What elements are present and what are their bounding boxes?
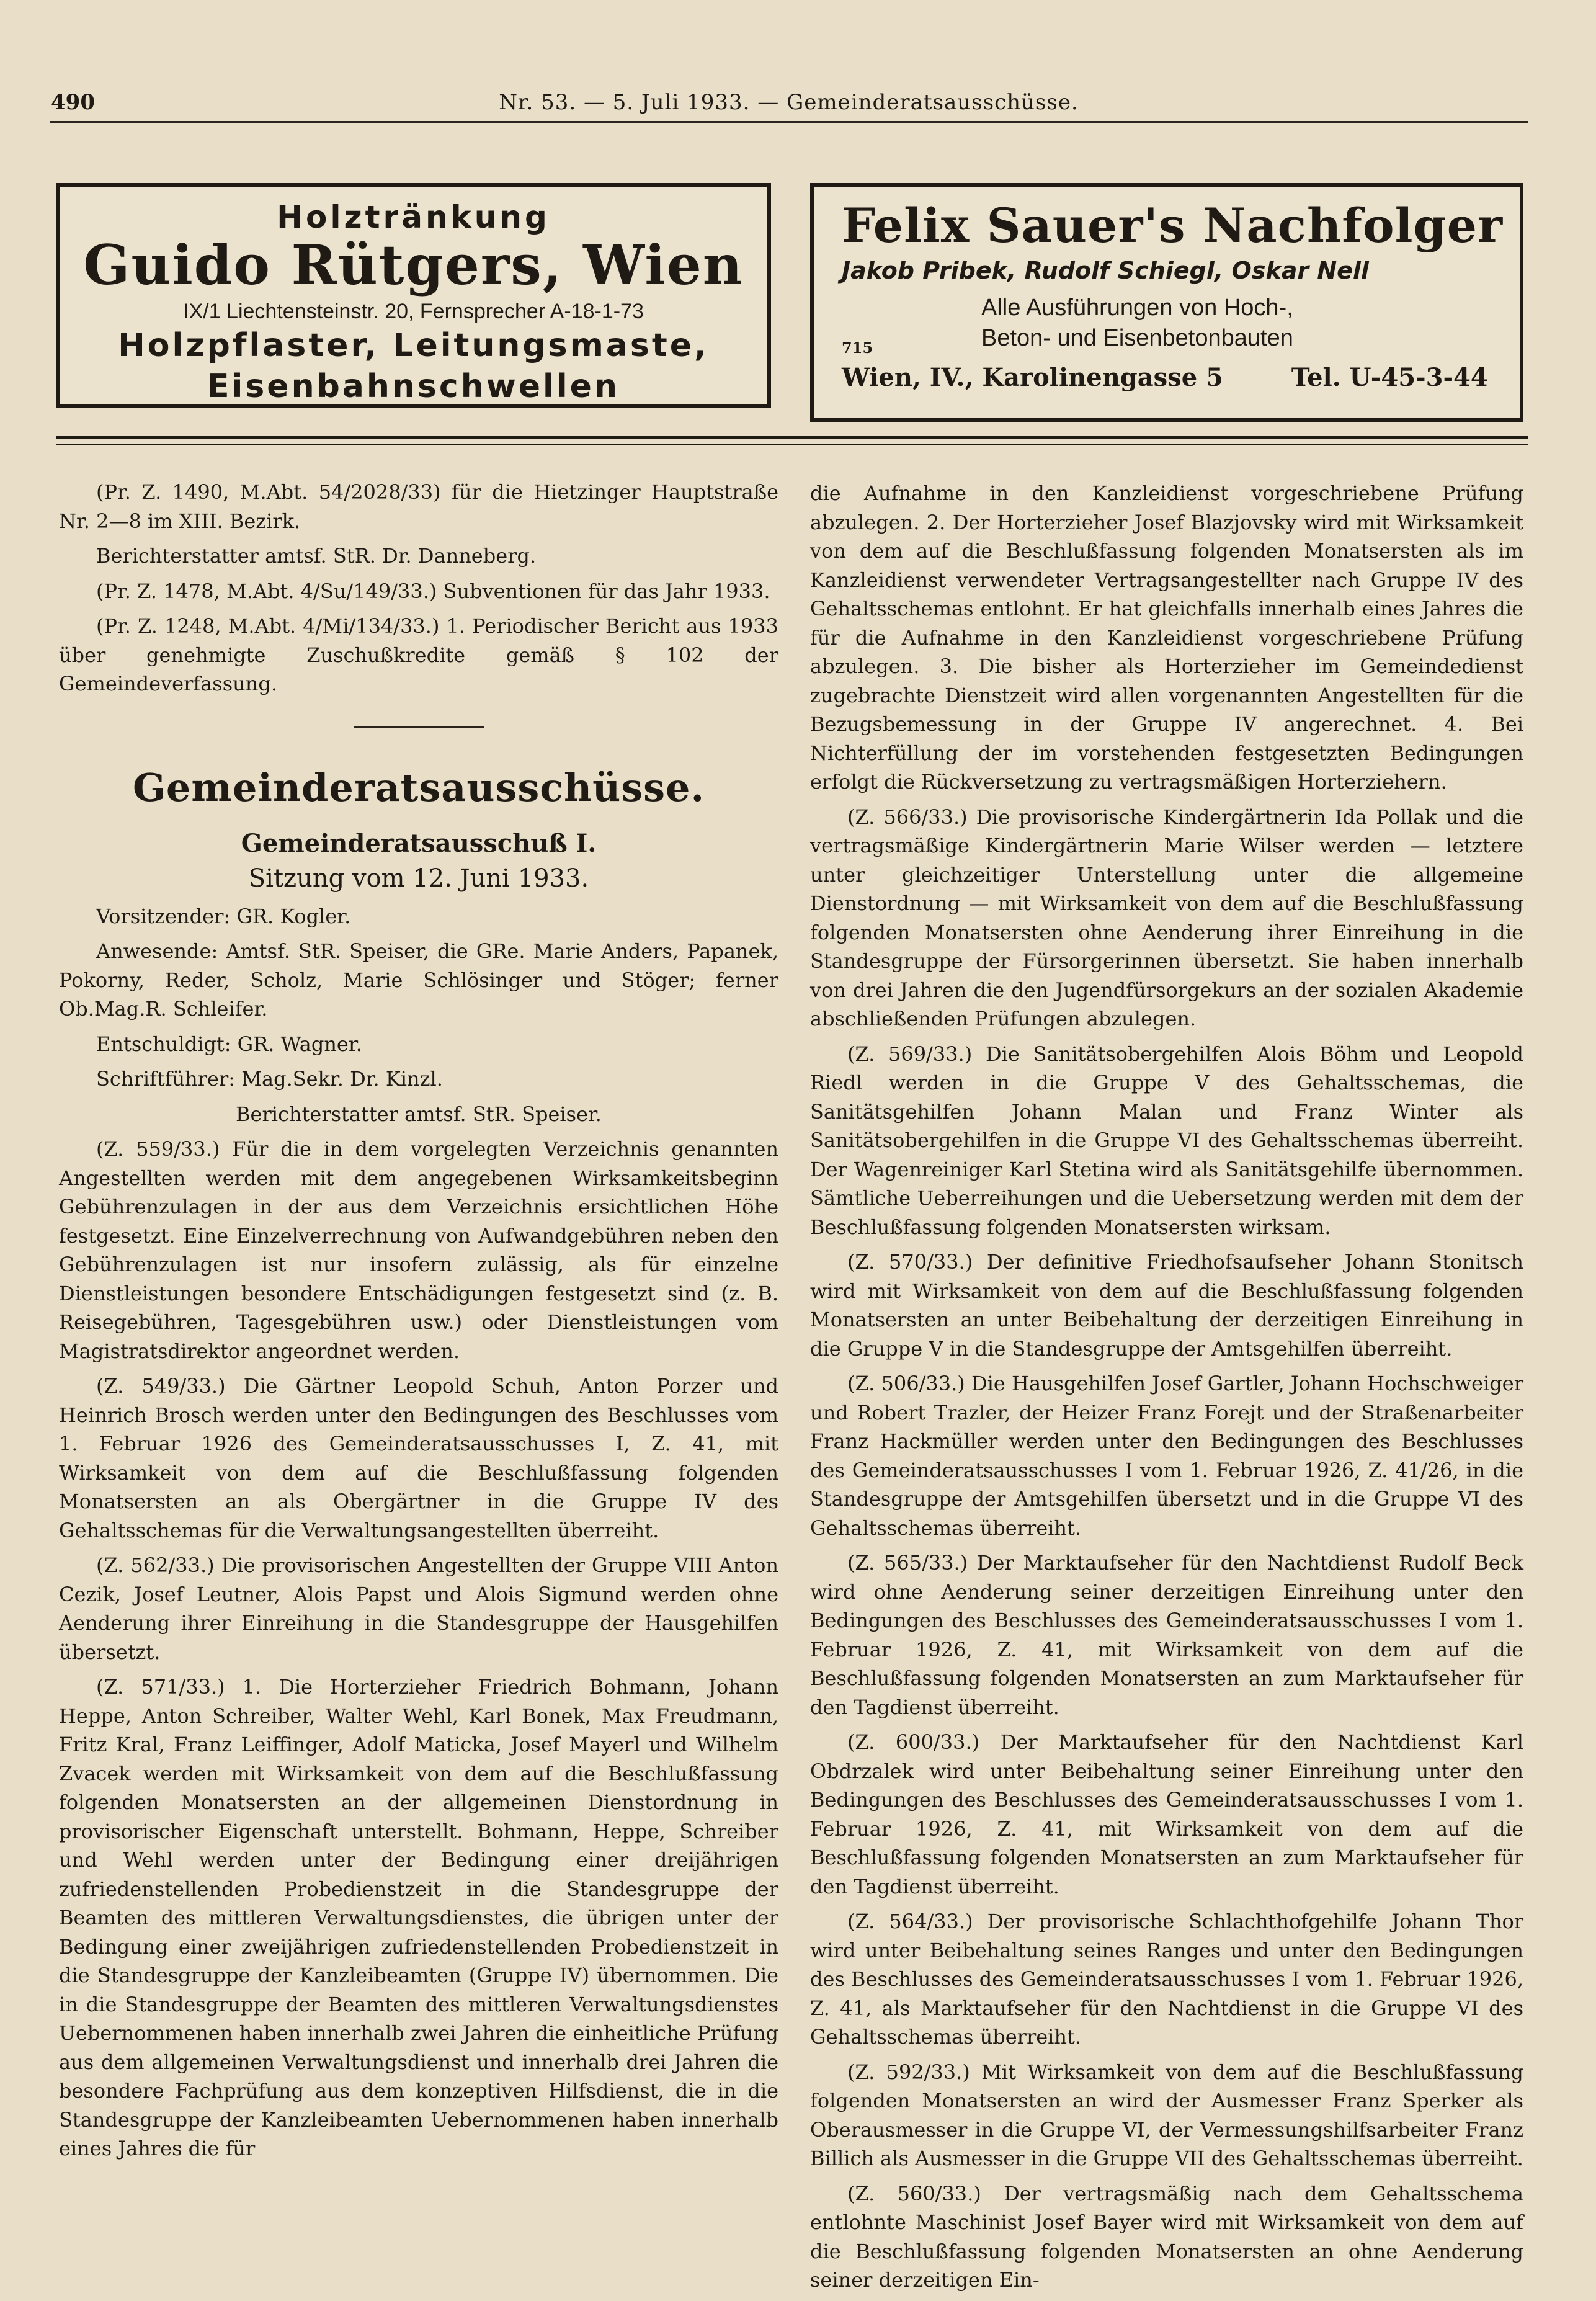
right-paragraph-570: (Z. 570/33.) Der definitive Friedhofsaufseher Johann Stonitsch wird mit Wirksamkeit von dem auf die Beschlußfassung folgenden Monatsersten an unter Beibehaltung der derzeitigen Einreihung in die Gruppe V in die Standesgruppe der Amtsgehilfen überreiht.: [810, 1250, 1523, 1360]
ad-sauer-title: Felix Sauer's Nachfolger: [842, 198, 1503, 253]
right-paragraph-564: (Z. 564/33.) Der provisorische Schlachthofgehilfe Johann Thor wird unter Beibehaltung seines Ranges und unter den Bedingungen des Beschlusses des Gemeinderatsausschusses I vom 1. Februar 1926, Z. 41, als Marktaufseher für den Nachtdienst in die Gruppe VI des Gehaltsschemas überreiht.: [810, 1910, 1523, 2049]
left-reporter-danneberg: Berichterstatter amtsf. StR. Dr. Danneberg.: [96, 544, 537, 568]
page-header: [50, 90, 1528, 123]
left-paragraph-549: (Z. 549/33.) Die Gärtner Leopold Schuh, Anton Porzer und Heinrich Brosch werden unter den Bedingungen des Beschlusses vom 1. Februar 1926 des Gemeinderatsausschusses I, Z. 41, mit Wirksamkeit von dem auf die Beschlußfassung folgenden Monatsersten an als Obergärtner in die Gruppe IV des Gehaltsschemas für die Verwaltungsangestellten überreiht.: [59, 1374, 778, 1542]
section-divider: [354, 726, 484, 728]
secretary-line: Schriftführer: Mag.Sekr. Dr. Kinzl.: [96, 1067, 443, 1091]
advertisement-ruetgers: [56, 183, 771, 408]
ad-sauer-phone: Tel. U-45-3-44: [1291, 362, 1488, 392]
ad-ruetgers-address: IX/1 Liechtensteinstr. 20, Fernsprecher A-18-1-73: [183, 300, 644, 323]
ad-ruetgers-line1: Holztränkung: [277, 199, 550, 235]
right-paragraph-566: (Z. 566/33.) Die provisorische Kindergärtnerin Ida Pollak und die vertragsmäßige Kindergärtnerin Marie Wilser werden — letztere unter gleichzeitiger Unterstellung unter die allgemeine Dienstordnung — mit Wirksamkeit von dem auf die Beschlußfassung folgenden Monatsersten ohne Aenderung ihrer Einreihung in die Standesgruppe der Fürsorgerinnen übersetzt. Sie haben innerhalb von drei Jahren die den Jugendfürsorgekurs an der sozialen Akademie abschließenden Prüfungen abzulegen.: [810, 805, 1523, 1030]
ad-sauer-owners: Jakob Pribek, Rudolf Schiegl, Oskar Nell: [842, 257, 1369, 284]
running-title: Nr. 53. — 5. Juli 1933. — Gemeinderatsausschüsse.: [499, 90, 1079, 115]
excused-line: Entschuldigt: GR. Wagner.: [96, 1032, 362, 1056]
left-paragraph-1: (Pr. Z. 1490, M.Abt. 54/2028/33) für die Hietzinger Hauptstraße Nr. 2—8 im XIII. Bezirk.: [59, 480, 778, 533]
right-paragraph-565: (Z. 565/33.) Der Marktaufseher für den Nachtdienst Rudolf Beck wird ohne Aenderung seiner derzeitigen Einreihung unter den Bedingungen des Beschlusses des Gemeinderatsausschusses I vom 1. Februar 1926, Z. 41, mit Wirksamkeit von dem auf die Beschlußfassung folgenden Monatsersten an zum Marktaufseher für den Tagdienst überreiht.: [810, 1551, 1523, 1719]
page-number: 490: [51, 90, 95, 115]
advertisement-sauer: [810, 183, 1523, 422]
section-title: Gemeinderatsausschüsse.: [132, 764, 705, 810]
right-paragraph-506: (Z. 506/33.) Die Hausgehilfen Josef Gartler, Johann Hochschweiger und Robert Trazler, der Heizer Franz Forejt und der Straßenarbeiter Franz Hackmüller werden unter den Bedingungen des Beschlusses des Gemeinderatsausschusses I vom 1. Februar 1926, Z. 41/26, in die Standesgruppe der Amtsgehilfen übersetzt und in die Gruppe VI des Gehaltsschemas überreiht.: [810, 1372, 1523, 1540]
right-paragraph-1: die Aufnahme in den Kanzleidienst vorgeschriebene Prüfung abzulegen. 2. Der Horterzieher Josef Blazjovsky wird mit Wirksamkeit von dem auf die Beschlußfassung folgenden Monatsersten als im Kanzleidienst verwendeter Vertragsangestellter nach Gruppe IV des Gehaltsschemas entlohnt. Er hat gleichfalls innerhalb eines Jahres die für die Aufnahme in den Kanzleidienst vorgeschriebene Prüfung abzulegen. 3. Die bisher als Horterzieher im Gemeindedienst zugebrachte Dienstzeit wird allen vorgenannten Angestellten für die Bezugsbemessung in der Gruppe IV angerechnet. 4. Bei Nichterfüllung der im vorstehenden festgesetzten Bedingungen erfolgt die Rückversetzung zu vertragsmäßigen Horterziehern.: [810, 481, 1523, 793]
right-column: [810, 479, 1523, 2301]
ad-sauer-address: Wien, IV., Karolinengasse 5: [842, 362, 1223, 392]
committee-heading: Gemeinderatsausschuß I.: [241, 828, 597, 858]
right-paragraph-560: (Z. 560/33.) Der vertragsmäßig nach dem Gehaltsschema entlohnte Maschinist Josef Bayer wird mit Wirksamkeit von dem auf die Beschlußfassung folgenden Monatsersten an ohne Aenderung seiner derzeitigen Ein-: [810, 2181, 1523, 2292]
left-paragraph-3: (Pr. Z. 1478, M.Abt. 4/Su/149/33.) Subventionen für das Jahr 1933.: [96, 579, 770, 603]
chair-line: Vorsitzender: GR. Kogler.: [96, 904, 351, 928]
right-paragraph-569: (Z. 569/33.) Die Sanitätsobergehilfen Alois Böhm und Leopold Riedl werden in die Gruppe V des Gehaltsschemas, die Sanitätsgehilfen Johann Malan und Franz Winter als Sanitätsobergehilfen in die Gruppe VI des Gehaltsschemas überreiht. Der Wagenreiniger Karl Stetina wird als Sanitätsgehilfe übernommen. Sämtliche Ueberreihungen und die Uebersetzung werden mit dem der Beschlußfassung folgenden Monatsersten wirksam.: [810, 1042, 1523, 1239]
right-paragraph-592: (Z. 592/33.) Mit Wirksamkeit von dem auf die Beschlußfassung folgenden Monatsersten an wird der Ausmesser Franz Sperker als Oberausmesser in die Gruppe VI, der Vermessungshilfsarbeiter Franz Billich als Ausmesser in die Gruppe VII des Gehaltsschemas überreiht.: [810, 2060, 1523, 2170]
ad-ruetgers-products1: Holzpflaster, Leitungsmaste,: [118, 327, 709, 364]
reporter-line: Berichterstatter amtsf. StR. Speiser.: [236, 1102, 602, 1126]
right-paragraph-600: (Z. 600/33.) Der Marktaufseher für den Nachtdienst Karl Obdrzalek wird unter Beibehaltung seiner Einreihung unter den Bedingungen des Beschlusses des Gemeinderatsausschusses I vom 1. Februar 1926, Z. 41, mit Wirksamkeit von dem auf die Beschlußfassung folgenden Monatsersten an zum Marktaufseher für den Tagdienst überreiht.: [810, 1730, 1523, 1898]
ad-sauer-services2: Beton- und Eisenbetonbauten: [981, 325, 1293, 352]
ad-sauer-services1: Alle Ausführungen von Hoch-,: [981, 295, 1293, 321]
header-divider: [56, 436, 1528, 445]
left-column: [59, 478, 778, 2169]
left-paragraph-4: (Pr. Z. 1248, M.Abt. 4/Mi/134/33.) 1. Periodischer Bericht aus 1933 über genehmigte Zuschußkredite gemäß § 102 der Gemeindeverfassung.: [59, 614, 778, 695]
session-heading: Sitzung vom 12. Juni 1933.: [248, 864, 589, 893]
left-paragraph-559: (Z. 559/33.) Für die in dem vorgelegten Verzeichnis genannten Angestellten werden mit dem angegebenen Wirksamkeitsbeginn Gebührenzulagen in der aus dem Verzeichnis ersichtlichen Höhe festgesetzt. Eine Einzelverrechnung von Aufwandgebühren neben den Gebührenzulagen ist nur insofern zulässig, als für einzelne Dienstleistungen besondere Entschädigungen festgesetzt sind (z. B. Reisegebühren, Tagesgebühren usw.) oder Dienstleistungen vom Magistratsdirektor angeordnet werden.: [59, 1137, 778, 1363]
left-paragraph-562: (Z. 562/33.) Die provisorischen Angestellten der Gruppe VIII Anton Cezik, Josef Leutner, Alois Papst und Alois Sigmund werden ohne Aenderung ihrer Einreihung in die Standesgruppe der Hausgehilfen übersetzt.: [59, 1553, 778, 1664]
ad-sauer-contact: [842, 363, 1520, 392]
present-line: Anwesende: Amtsf. StR. Speiser, die GRe. Marie Anders, Papanek, Pokorny, Reder, Scholz, Marie Schlösinger und Stöger; ferner Ob.Mag.R. Schleifer.: [59, 939, 778, 1021]
ad-sauer-code: 715: [842, 339, 873, 357]
left-paragraph-571: (Z. 571/33.) 1. Die Horterzieher Friedrich Bohmann, Johann Heppe, Anton Schreiber, Walter Wehl, Karl Bonek, Max Freudmann, Fritz Kral, Franz Leiffinger, Adolf Maticka, Josef Mayerl und Wilhelm Zvacek werden mit Wirksamkeit von dem auf die Beschlußfassung folgenden Monatsersten an der allgemeinen Dienstordnung in provisorischer Eigenschaft unterstellt. Bohmann, Heppe, Schreiber und Wehl werden unter der Bedingung einer dreijährigen zufriedenstellenden Probedienstzeit in die Standesgruppe der Beamten des mittleren Verwaltungsdienstes, die übrigen unter der Bedingung einer zweijährigen zufriedenstellenden Probedienstzeit in die Standesgruppe der Kanzleibeamten (Gruppe IV) übernommen. Die in die Standesgruppe der Beamten des mittleren Verwaltungsdienstes Uebernommenen haben innerhalb zwei Jahren die einheitliche Prüfung aus dem allgemeinen Verwaltungsdienst und innerhalb drei Jahren die besondere Fachprüfung aus dem konzeptiven Hilfsdienst, die in die Standesgruppe der Kanzleibeamten Uebernommenen haben innerhalb eines Jahres die für: [59, 1675, 778, 2161]
ad-ruetgers-products2: Eisenbahnschwellen: [207, 367, 620, 405]
ad-ruetgers-company: Guido Rütgers, Wien: [83, 233, 744, 297]
